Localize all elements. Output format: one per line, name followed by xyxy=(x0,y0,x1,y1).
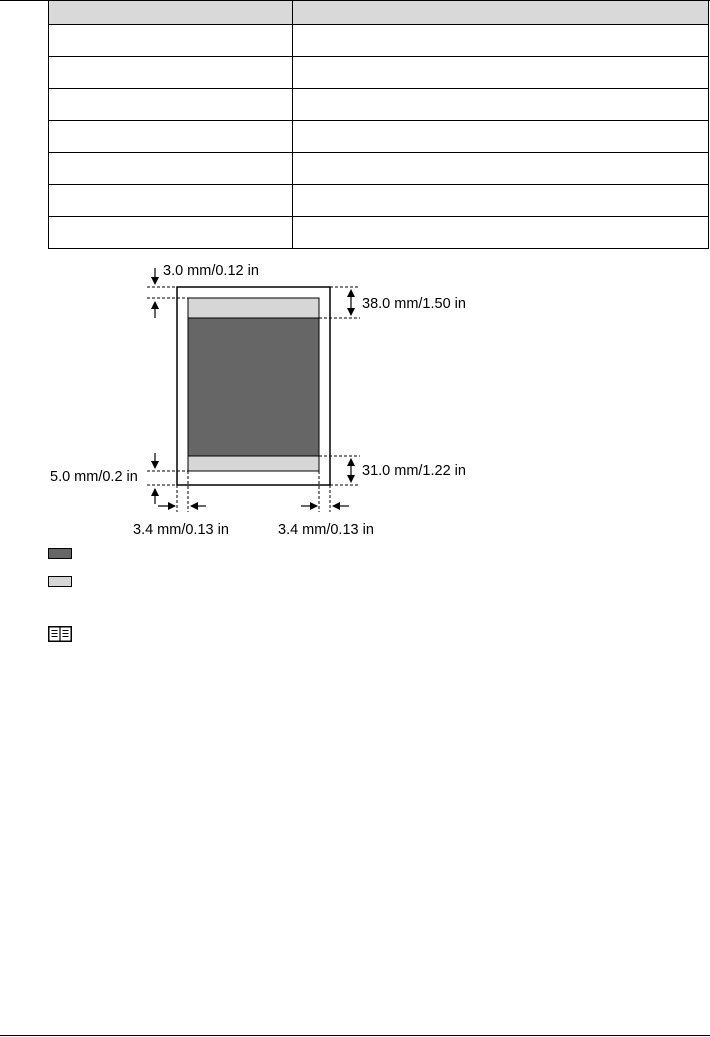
printable-area xyxy=(188,318,319,456)
table-cell xyxy=(49,185,293,217)
table-cell xyxy=(49,57,293,89)
label-top-recommended: 38.0 mm/1.50 in xyxy=(362,296,466,312)
table-cell xyxy=(293,121,709,153)
table-cell xyxy=(293,185,709,217)
table-header-cell xyxy=(49,1,293,25)
table-row xyxy=(49,185,709,217)
label-left-margin: 3.4 mm/0.13 in xyxy=(133,522,229,538)
recommended-area-top xyxy=(188,298,319,318)
table-cell xyxy=(49,153,293,185)
label-bottom-recommended: 31.0 mm/1.22 in xyxy=(362,463,466,479)
table-cell xyxy=(293,25,709,57)
table-cell xyxy=(293,153,709,185)
label-bottom-margin: 5.0 mm/0.2 in xyxy=(50,469,138,485)
table-cell xyxy=(49,89,293,121)
table-header-cell xyxy=(293,1,709,25)
table-cell xyxy=(293,217,709,249)
table-cell xyxy=(49,217,293,249)
table-row xyxy=(49,25,709,57)
bottom-rule xyxy=(0,1035,710,1036)
table-row xyxy=(49,89,709,121)
legend-swatch-printable-area xyxy=(48,548,72,559)
printable-area-diagram xyxy=(0,248,710,548)
table-row xyxy=(49,121,709,153)
table-row xyxy=(49,57,709,89)
label-right-margin: 3.4 mm/0.13 in xyxy=(278,522,374,538)
table-row xyxy=(49,217,709,249)
table-cell xyxy=(49,25,293,57)
book-icon xyxy=(48,626,72,642)
legend-swatch-recommended-area xyxy=(48,576,72,587)
spec-table xyxy=(48,0,709,249)
table-cell xyxy=(293,89,709,121)
table-cell xyxy=(49,121,293,153)
recommended-area-bottom xyxy=(188,456,319,471)
table-header-row xyxy=(49,1,709,25)
table-cell xyxy=(293,57,709,89)
table-row xyxy=(49,153,709,185)
label-top-margin: 3.0 mm/0.12 in xyxy=(163,263,259,279)
